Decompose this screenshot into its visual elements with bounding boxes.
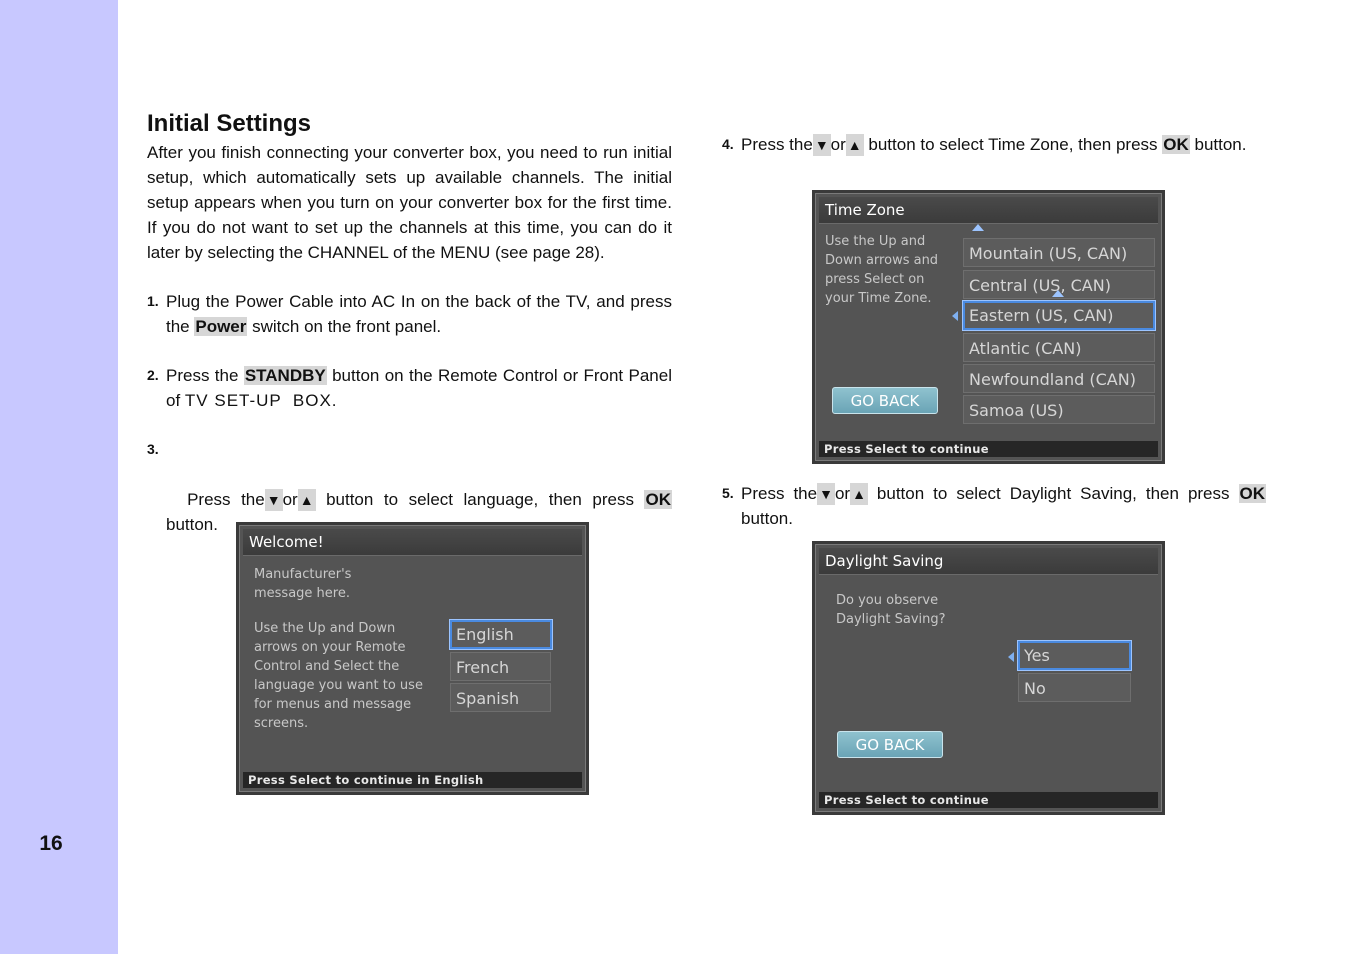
ok-label: OK — [645, 490, 671, 509]
up-arrow-icon: ▲ — [850, 483, 868, 505]
step-text: button. — [1189, 135, 1247, 154]
chevron-left-icon — [1008, 652, 1014, 662]
option-yes[interactable]: Yes — [1018, 641, 1131, 670]
welcome-screen — [236, 522, 589, 795]
chevron-up-icon — [972, 224, 984, 231]
step-number: 1. — [147, 293, 159, 309]
up-arrow-icon: ▲ — [846, 134, 864, 156]
step-text: or — [282, 490, 298, 509]
step-number: 5. — [722, 485, 734, 501]
option-central[interactable]: Central (US, CAN) — [963, 270, 1155, 299]
screen-title: Time Zone — [819, 197, 1158, 224]
step-text: switch on the front panel. — [247, 317, 442, 336]
intro-paragraph: After you finish connecting your converter box, you need to run initial setup, which automatically sets up available channels. The initial setup appears when you turn on your converter box for the first time. If you do not want to set up the channels at this time, you can do it later by selecting the CHANNEL of the MENU (see page 28). — [147, 143, 672, 262]
section-title: Initial Settings — [147, 110, 312, 137]
option-newfoundland[interactable]: Newfoundland (CAN) — [963, 364, 1155, 393]
step-text: Press the — [166, 366, 244, 385]
manufacturer-message: Manufacturer's message here. — [254, 567, 352, 601]
step-4 — [722, 132, 1247, 157]
step-text: Press the — [187, 490, 265, 509]
step-text: or — [830, 135, 846, 154]
go-back-button[interactable]: GO BACK — [837, 731, 943, 758]
left-column — [147, 110, 677, 562]
step-2 — [147, 363, 672, 413]
step-text: button to select language, then press — [315, 490, 645, 509]
step-text: button to select Time Zone, then press — [863, 135, 1163, 154]
option-atlantic[interactable]: Atlantic (CAN) — [963, 333, 1155, 362]
page-number: 16 — [39, 832, 63, 855]
up-arrow-icon: ▲ — [298, 489, 316, 511]
step-number: 2. — [147, 367, 159, 383]
time-zone-screen — [812, 190, 1165, 464]
device-name: TV SET-UP BOX — [184, 391, 332, 410]
step-number: 3. — [147, 441, 159, 457]
step-5 — [722, 481, 1266, 531]
step-text: button to select Daylight Saving, then press — [867, 484, 1239, 503]
step-text: button. — [166, 490, 677, 534]
go-back-button[interactable]: GO BACK — [832, 387, 938, 414]
step-1 — [147, 289, 672, 339]
option-eastern[interactable]: Eastern (US, CAN) — [963, 301, 1155, 330]
option-samoa[interactable]: Samoa (US) — [963, 395, 1155, 424]
ok-label: OK — [1239, 484, 1266, 503]
screen-footer: Press Select to continue — [819, 792, 1158, 808]
power-label: Power — [195, 317, 247, 336]
daylight-saving-screen — [812, 541, 1165, 815]
page-sidebar — [0, 0, 118, 954]
ok-label: OK — [1163, 135, 1189, 154]
right-column — [722, 132, 1247, 157]
chevron-left-icon — [952, 311, 958, 321]
screen-footer: Press Select to continue in English — [243, 772, 582, 788]
down-arrow-icon: ▼ — [813, 134, 831, 156]
step-text: Plug the Power Cable into AC In on the back of the TV, and press the — [166, 292, 672, 336]
option-mountain[interactable]: Mountain (US, CAN) — [963, 238, 1155, 267]
step-text: Press the — [741, 484, 818, 503]
daylight-question: Do you observe Daylight Saving? — [836, 593, 946, 627]
down-arrow-icon: ▼ — [265, 489, 283, 511]
option-english[interactable]: English — [450, 620, 552, 649]
time-zone-instructions: Use the Up and Down arrows and press Select on your Time Zone. — [825, 234, 939, 306]
screen-footer: Press Select to continue — [819, 441, 1158, 457]
language-instructions: Use the Up and Down arrows on your Remote Control and Select the language you want to use for menus and message screens. — [254, 621, 423, 731]
option-spanish[interactable]: Spanish — [450, 683, 551, 712]
step-text: or — [834, 484, 851, 503]
screen-title: Daylight Saving — [819, 548, 1158, 575]
option-french[interactable]: French — [450, 652, 551, 681]
option-no[interactable]: No — [1018, 673, 1131, 702]
standby-label: STANDBY — [244, 366, 326, 385]
step-number: 4. — [722, 136, 734, 152]
screen-title: Welcome! — [243, 529, 582, 556]
step-text: button. — [741, 509, 793, 528]
step-text: . — [331, 391, 337, 410]
step-text: Press the — [741, 135, 813, 154]
step-text: button on the Remote Control or Front Panel of — [166, 366, 672, 410]
chevron-up-icon — [1052, 290, 1064, 297]
down-arrow-icon: ▼ — [817, 483, 835, 505]
